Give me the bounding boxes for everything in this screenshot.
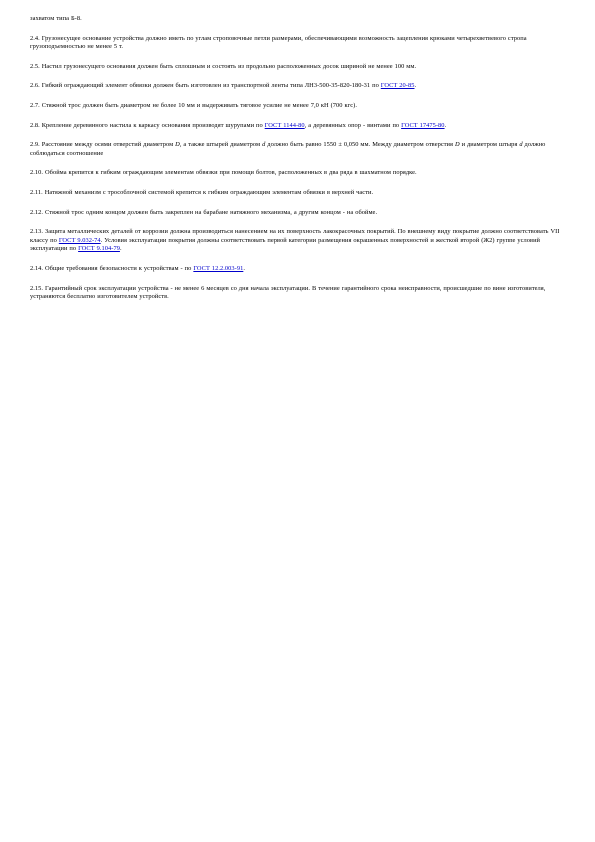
paragraph-text: 2.7. Стяжной трос должен быть диаметром не более 10 мм и выдерживать тяговое усилие не менее 7,0 кН (700 кгс). (30, 101, 357, 109)
paragraph-p-2-12 (30, 209, 566, 218)
paragraph-text: и диаметром штыря (459, 141, 520, 149)
gost-link[interactable]: ГОСТ 9.032-74 (58, 236, 101, 244)
italic-symbol: d (262, 141, 266, 149)
paragraph-text: , а деревянных опор - винтами по (304, 121, 402, 129)
paragraph-text: 2.8. Крепление деревянного настила к каркасу основания производят шурупами по (30, 121, 265, 129)
paragraph-p-2-14 (30, 265, 566, 274)
paragraph-p-2-6 (30, 82, 566, 91)
paragraph-p-2-8 (30, 122, 566, 131)
paragraph-p-2-4 (30, 35, 566, 52)
paragraph-text: . (243, 264, 245, 272)
paragraph-text: 2.6. Гибкий ограждающий элемент обвязки должен быть изготовлен из транспортной ленты типа ЛН3-500-35-820-180-31 по (30, 82, 381, 90)
paragraph-p-2-11 (30, 189, 566, 198)
document-page (30, 15, 566, 313)
paragraph-text: 2.13. Защита металлических деталей от коррозии должна производиться нанесением на их поверхность лакокрасочных покрытий. По внешнему виду покрытие должно соответствовать VII классу по (30, 228, 562, 244)
paragraph-text: 2.11. Натяжной механизм с трособлочной системой крепится к гибким ограждающим элементам обвязки в верхней части. (30, 188, 374, 196)
italic-symbol: D (454, 141, 460, 149)
paragraph-text: 2.10. Обойма крепится к гибким ограждающим элементам обвязки при помощи болтов, расположенных в два ряда в шахматном порядке. (30, 169, 417, 177)
paragraph-text: 2.5. Настил грузонесущего основания должен быть сплошным и состоять из продольно расположенных досок шириной не менее 100 мм. (30, 62, 417, 70)
paragraph-text: должно быть равно 1550 ± 0,050 мм. Между диаметром отверстия (265, 141, 455, 149)
paragraph-text: 2.15. Гарантийный срок эксплуатации устройства - не менее 6 месяцев со дня начала эксплуатации. В течение гарантийного срока неисправности, происшедшие по вине изготовителя, устраняются бесплатно изготовителем устройств. (30, 284, 548, 301)
paragraph-text: . Условия эксплуатации покрытия должны соответствовать первой категории размещения окрашенных поверхностей и жесткой второй (Ж2) группе условий эксплуатации по (30, 236, 542, 253)
paragraph-text: 2.9. Расстояние между осями отверстий диаметром (30, 141, 176, 149)
paragraph-text: 2.12. Стяжной трос одним концом должен быть закреплен на барабане натяжного механизма, а другим концом - на обойме. (30, 208, 378, 216)
paragraph-p-2-7 (30, 102, 566, 111)
gost-link[interactable]: ГОСТ 1144-80 (264, 121, 305, 129)
paragraph-p-2-13 (30, 228, 566, 254)
paragraph-text: , а также штырей диаметром (179, 141, 263, 149)
paragraph-text: . (414, 82, 417, 90)
gost-link[interactable]: ГОСТ 9.104-79 (78, 245, 120, 253)
paragraph-p-2-3-tail (30, 15, 566, 24)
paragraph-text: 2.4. Грузонесущее основание устройства должно иметь по углам строповочные петли размерами, обеспечивающими возможность зацепления крюками четырехветвевого стропа грузоподъемностью не менее 5 т. (30, 34, 529, 51)
paragraph-p-2-15 (30, 285, 566, 302)
paragraph-text: . (119, 245, 122, 253)
italic-symbol: d (519, 141, 523, 149)
gost-link[interactable]: ГОСТ 17475-80 (401, 121, 445, 129)
paragraph-text: 2.14. Общие требования безопасности к устройствам - по (30, 264, 194, 272)
paragraph-p-2-9 (30, 141, 566, 158)
gost-link[interactable]: ГОСТ 12.2.003-91 (193, 264, 244, 272)
paragraph-text: . (444, 121, 447, 129)
paragraph-text: захватом типа Б-8. (30, 15, 82, 22)
paragraph-p-2-5 (30, 63, 566, 72)
gost-link[interactable]: ГОСТ 20-85 (380, 82, 415, 90)
paragraph-p-2-10 (30, 169, 566, 178)
paragraph-text: должно соблюдаться соотношение (30, 141, 548, 157)
italic-symbol: D (175, 141, 180, 149)
